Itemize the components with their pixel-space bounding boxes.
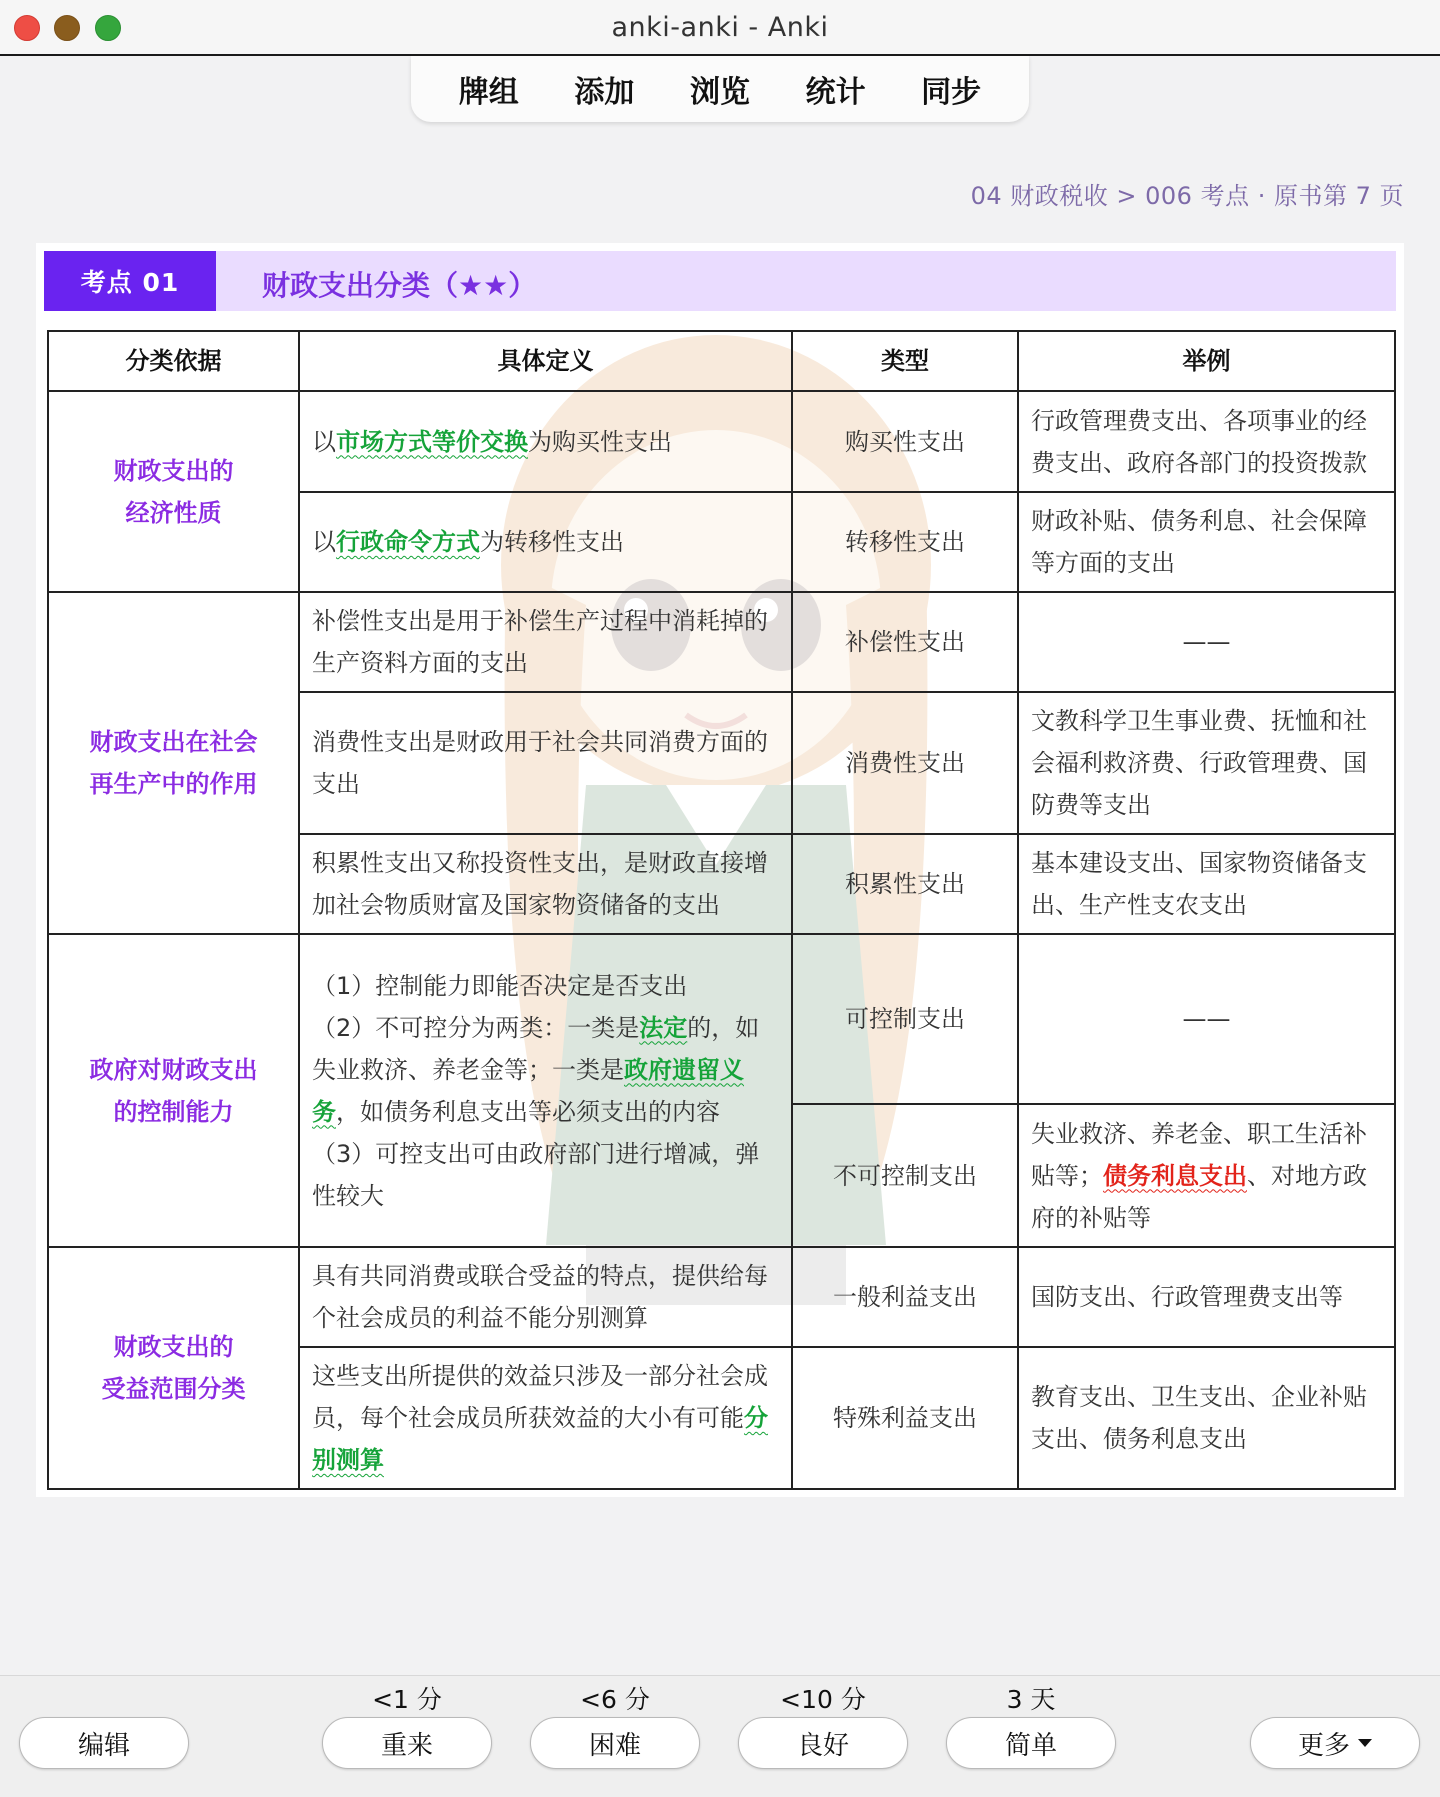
definition-cell: 以市场方式等价交换为购买性支出 (299, 391, 792, 492)
again-button[interactable]: 重来 (322, 1717, 492, 1769)
category-label: 再生产中的作用 (89, 770, 258, 798)
breadcrumb: 04 财政税收 > 006 考点 · 原书第 7 页 (970, 182, 1404, 210)
good-button[interactable]: 良好 (738, 1717, 908, 1769)
column-header: 举例 (1018, 331, 1395, 391)
type-cell: 特殊利益支出 (792, 1347, 1018, 1489)
card-header (44, 251, 1396, 311)
edit-button[interactable]: 编辑 (19, 1717, 189, 1769)
toolbar-add-button[interactable]: 添加 (574, 75, 635, 110)
example-cell: 基本建设支出、国家物资储备支出、生产性支农支出 (1018, 834, 1395, 934)
due-interval-hard: <6 分 (580, 1685, 650, 1714)
toolbar-stats-button[interactable]: 统计 (805, 75, 866, 110)
definition-cell: 具有共同消费或联合受益的特点，提供给每个社会成员的利益不能分别测算 (299, 1247, 792, 1347)
more-button[interactable] (1250, 1717, 1420, 1769)
category-label: 经济性质 (125, 498, 222, 527)
column-header: 分类依据 (48, 331, 299, 391)
card-title: 财政支出分类（★★） (262, 269, 537, 302)
easy-button[interactable]: 简单 (946, 1717, 1116, 1769)
example-cell: 失业救济、养老金、职工生活补贴等；债务利息支出、对地方政府的补贴等 (1018, 1104, 1395, 1247)
type-cell: 积累性支出 (792, 834, 1018, 934)
category-cell (48, 391, 299, 592)
example-cell: 行政管理费支出、各项事业的经费支出、政府各部门的投资拨款 (1018, 391, 1395, 492)
definition-line: （2）不可控分为两类：一类是法定的，如失业救济、养老金等；一类是政府遗留义务，如债务利息支出等必须支出的内容 (312, 1013, 760, 1126)
toolbar-decks-button[interactable]: 牌组 (458, 75, 519, 110)
example-cell: 教育支出、卫生支出、企业补贴支出、债务利息支出 (1018, 1347, 1395, 1489)
definition-cell: 这些支出所提供的效益只涉及一部分社会成员，每个社会成员所获效益的大小有可能分别测算 (299, 1347, 792, 1489)
definition-cell: 以行政命令方式为转移性支出 (299, 492, 792, 592)
expenditure-table (47, 330, 1396, 1490)
due-interval-good: <10 分 (780, 1685, 866, 1714)
definition-cell: 消费性支出是财政用于社会共同消费方面的支出 (299, 692, 792, 834)
column-header: 具体定义 (299, 331, 792, 391)
example-cell: 财政补贴、债务利息、社会保障等方面的支出 (1018, 492, 1395, 592)
table-row (48, 934, 1395, 1104)
card-content (36, 243, 1404, 1497)
category-label: 财政支出的 (113, 1333, 234, 1361)
answer-bar (0, 1675, 1440, 1797)
table-row (48, 592, 1395, 692)
category-cell (48, 934, 299, 1247)
due-interval-easy: 3 天 (1006, 1685, 1056, 1714)
more-label: 更多 (1297, 1730, 1350, 1761)
category-label: 政府对财政支出 (89, 1055, 258, 1084)
title-bar (0, 0, 1440, 56)
type-cell: 不可控制支出 (792, 1104, 1018, 1247)
definition-cell: 补偿性支出是用于补偿生产过程中消耗掉的生产资料方面的支出 (299, 592, 792, 692)
category-cell (48, 1247, 299, 1489)
toolbar-browse-button[interactable]: 浏览 (689, 75, 750, 110)
example-cell: 文教科学卫生事业费、抚恤和社会福利救济费、行政管理费、国防费等支出 (1018, 692, 1395, 834)
table-header-row (48, 331, 1395, 391)
category-cell (48, 592, 299, 934)
due-interval-again: <1 分 (372, 1685, 442, 1714)
column-header: 类型 (792, 331, 1018, 391)
table-row (48, 1247, 1395, 1347)
highlight-term: 行政命令方式 (336, 528, 480, 556)
type-cell: 消费性支出 (792, 692, 1018, 834)
highlight-term: 政府遗留义务 (312, 1055, 744, 1126)
category-label: 财政支出在社会 (89, 728, 258, 756)
definition-line: （1）控制能力即能否决定是否支出 (312, 971, 688, 1000)
type-cell: 购买性支出 (792, 391, 1018, 492)
table-row (48, 391, 1395, 492)
type-cell: 补偿性支出 (792, 592, 1018, 692)
definition-line: （3）可控支出可由政府部门进行增减，弹性较大 (312, 1139, 760, 1210)
highlight-term-red: 债务利息支出 (1103, 1161, 1247, 1190)
highlight-term: 市场方式等价交换 (336, 427, 528, 456)
category-label: 财政支出的 (113, 456, 234, 485)
type-cell: 可控制支出 (792, 934, 1018, 1104)
type-cell: 转移性支出 (792, 492, 1018, 592)
category-label: 的控制能力 (113, 1097, 234, 1126)
example-cell: —— (1018, 934, 1395, 1104)
definition-cell: 积累性支出又称投资性支出，是财政直接增加社会物质财富及国家物资储备的支出 (299, 834, 792, 934)
example-cell: —— (1018, 592, 1395, 692)
highlight-term: 分别测算 (312, 1404, 768, 1474)
window-title: anki-anki - Anki (611, 12, 829, 43)
main-toolbar (411, 56, 1029, 122)
highlight-term: 法定 (639, 1013, 688, 1042)
example-cell: 国防支出、行政管理费支出等 (1018, 1247, 1395, 1347)
category-label: 受益范围分类 (101, 1375, 246, 1403)
definition-cell (299, 934, 792, 1247)
dropdown-caret-icon (1358, 1739, 1372, 1747)
hard-button[interactable]: 困难 (530, 1717, 700, 1769)
toolbar-sync-button[interactable]: 同步 (921, 75, 982, 110)
topic-badge: 考点 01 (44, 251, 216, 311)
type-cell: 一般利益支出 (792, 1247, 1018, 1347)
